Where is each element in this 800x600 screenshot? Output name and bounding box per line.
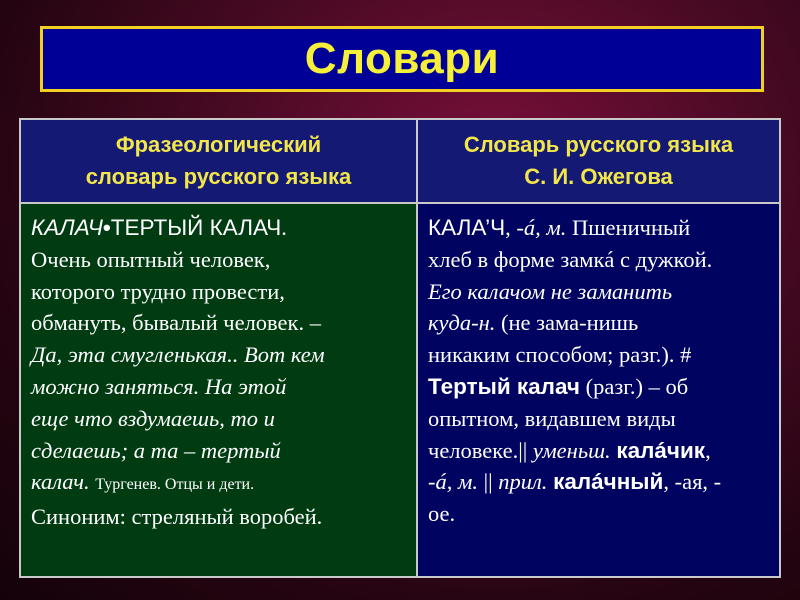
ozhegov-line-5: никаким способом; разг.). # (428, 342, 692, 368)
definition-line-3: обмануть, бывалый человек. – (31, 310, 321, 336)
quote-line-2: можно заняться. На этой (31, 373, 287, 399)
header-row (20, 119, 780, 203)
page-title: Словари (304, 34, 500, 83)
content-row (20, 203, 780, 577)
ozhegov-line-3: Его калачом не заманить (428, 278, 673, 304)
right-header-line-1: Словарь русского языка (463, 132, 734, 157)
right-column-header (417, 119, 780, 203)
definition-line-2: которого трудно провести, (31, 278, 285, 304)
quote-line-4: сделаешь; а та – тертый (31, 437, 281, 463)
definition-line-1: Очень опытный человек, (31, 246, 271, 272)
phrase: ТЕРТЫЙ КАЛАЧ (110, 215, 282, 240)
ozhegov-line-1: КАЛА’Ч, -á, м. Пшеничный (428, 215, 691, 240)
ozhegov-entry (417, 203, 780, 577)
right-header-line-2: С. И. Ожегова (524, 164, 673, 189)
diminutive-term: калáчик (616, 437, 706, 463)
quote-last-line (31, 466, 410, 501)
ozhegov-head-word: КАЛА’Ч (428, 215, 506, 240)
ozhegov-line-9: -á, м. || прил. калáчный, -ая, - (428, 469, 722, 495)
phrase-end: . (281, 215, 287, 240)
ozhegov-line-4: куда-н. (не зама-нишь (428, 310, 639, 336)
head-word: КАЛАЧ (31, 215, 103, 240)
synonym: Синоним: стреляный воробей. (31, 504, 323, 530)
adjective-term: калáчный (553, 469, 664, 495)
bullet: • (102, 215, 111, 240)
title-banner (40, 26, 764, 92)
left-column-header (20, 119, 417, 203)
ozhegov-line-8: человеке.|| уменьш. калáчик, (428, 437, 711, 463)
entry-heading (31, 212, 410, 244)
left-header-line-2: словарь русского языка (85, 164, 352, 189)
ozhegov-line-10: ое. (428, 501, 456, 527)
phrase-term: Тертый калач (428, 373, 580, 399)
quote-last: калач. (31, 469, 90, 495)
dictionary-table (19, 118, 781, 578)
phraseological-entry (20, 203, 417, 577)
left-header-line-1: Фразеологический (115, 132, 322, 157)
ozhegov-line-6: Тертый калач (разг.) – об (428, 373, 689, 399)
quote-line-3: еще что вздумаешь, то и (31, 405, 275, 431)
ozhegov-line-7: опытном, видавшем виды (428, 405, 676, 431)
quote-line-1: Да, эта смугленькая.. Вот кем (31, 342, 325, 368)
ozhegov-line-2: хлеб в форме замкá с дужкой. (428, 246, 713, 272)
quote-source: Тургенев. Отцы и дети. (95, 476, 255, 494)
